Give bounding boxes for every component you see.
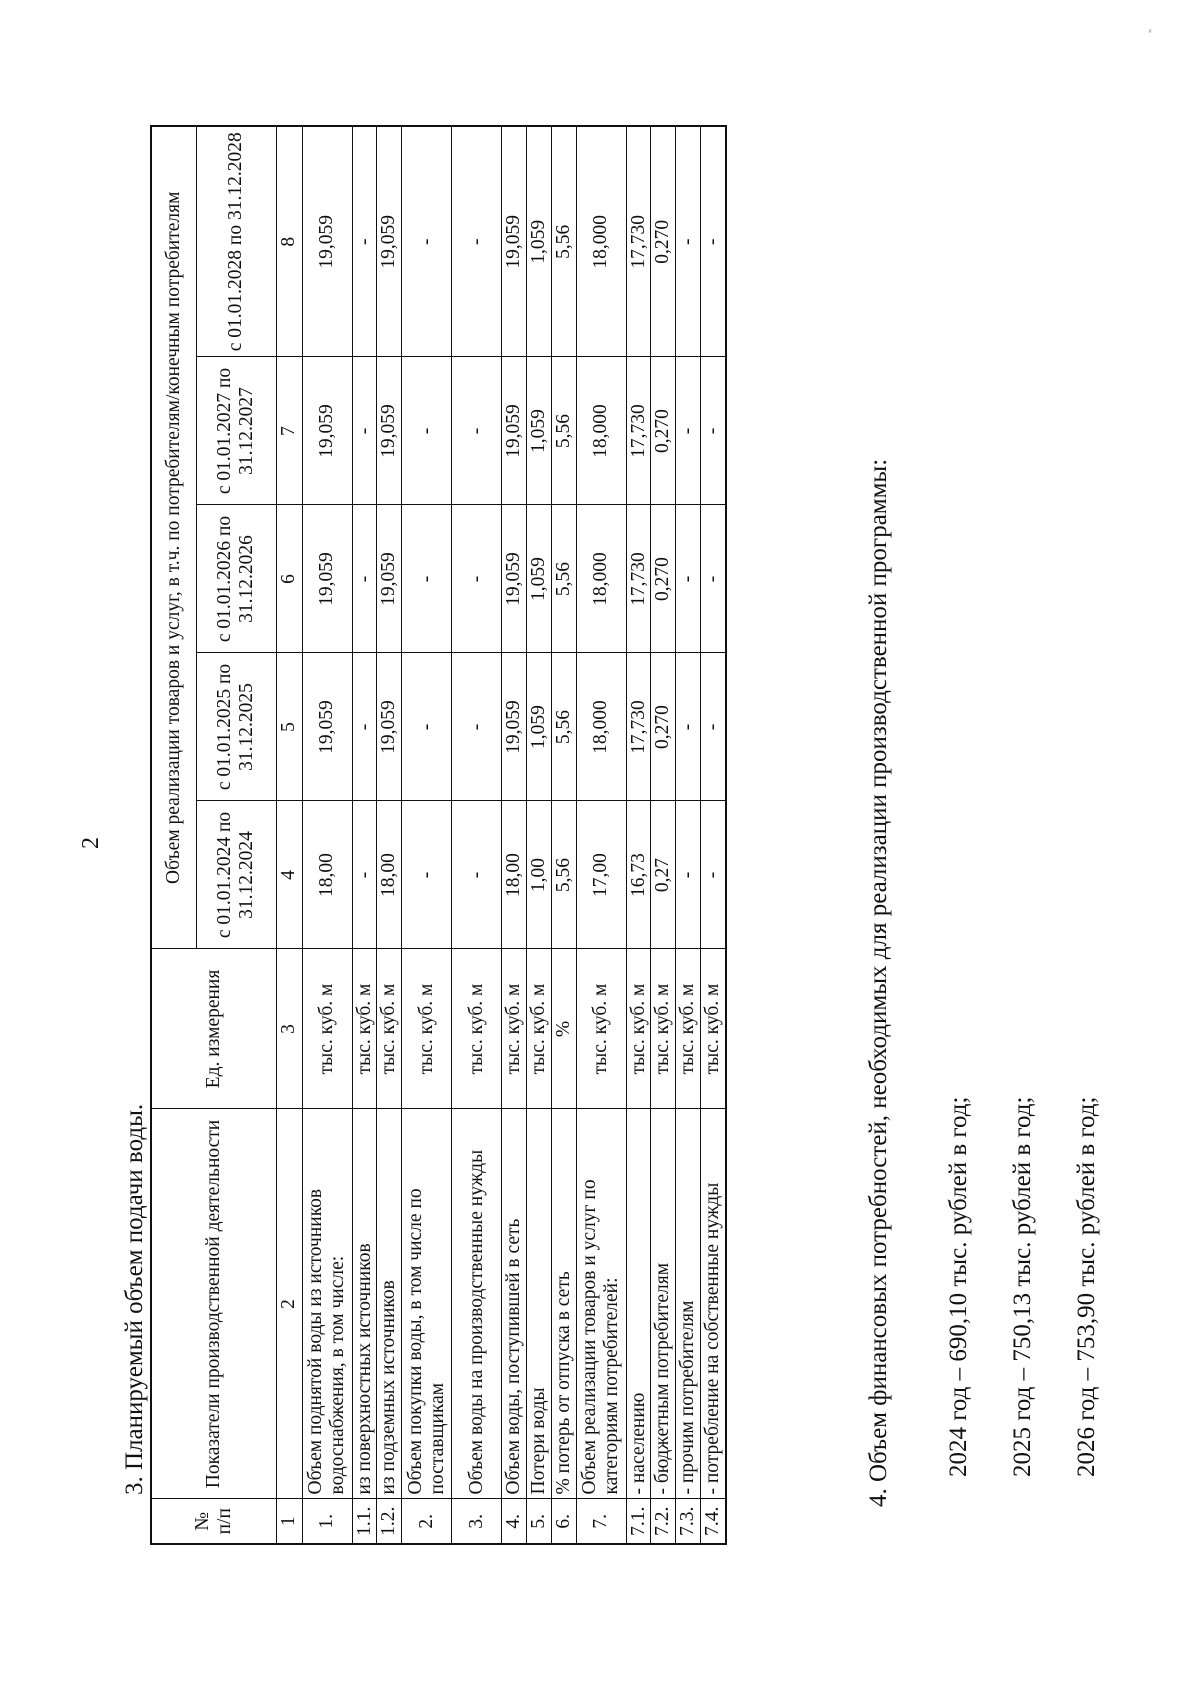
value-cell: 0,270 — [651, 653, 676, 801]
value-cell: 19,059 — [377, 505, 402, 653]
unit-cell: тыс. куб. м — [502, 949, 527, 1109]
value-cell: - — [452, 505, 502, 653]
table-row — [402, 126, 452, 1544]
table-row — [576, 126, 626, 1544]
column-number: 8 — [276, 126, 302, 357]
value-cell: 18,000 — [576, 505, 626, 653]
column-number: 2 — [276, 1109, 302, 1499]
table-row — [551, 126, 576, 1544]
value-cell: 19,059 — [377, 653, 402, 801]
header-unit: Ед. измерения — [151, 949, 276, 1109]
value-cell: - — [402, 357, 452, 505]
value-cell: 0,27 — [651, 801, 676, 949]
header-period: с 01.01.2026 по 31.12.2026 — [196, 505, 276, 653]
table-row — [352, 126, 377, 1544]
water-supply-table — [150, 125, 727, 1545]
column-number: 4 — [276, 801, 302, 949]
header-name: Показатели производственной деятельности — [151, 1109, 276, 1499]
row-number-cell: 1.2. — [377, 1499, 402, 1544]
value-cell: 19,059 — [502, 126, 527, 357]
value-cell: - — [402, 126, 452, 357]
value-cell: 17,00 — [576, 801, 626, 949]
value-cell: 5,56 — [551, 653, 576, 801]
table-row — [377, 126, 402, 1544]
value-cell: 5,56 — [551, 126, 576, 357]
value-cell: 19,059 — [302, 357, 352, 505]
row-number-cell: 6. — [551, 1499, 576, 1544]
corner-mark: " — [1148, 28, 1159, 33]
value-cell: 1,059 — [526, 357, 551, 505]
value-cell: 0,270 — [651, 126, 676, 357]
column-number: 6 — [276, 505, 302, 653]
row-number-cell: 7. — [576, 1499, 626, 1544]
header-group: Объем реализации товаров и услуг, в т.ч. по потребителям/конечным потребителям — [151, 126, 196, 949]
section-3-title: 3. Планируемый объем подачи воды. — [121, 1103, 148, 1495]
indicator-name-cell: - населению — [626, 1109, 651, 1499]
table-row — [502, 126, 527, 1544]
row-number-cell: 3. — [452, 1499, 502, 1544]
value-cell: - — [676, 357, 701, 505]
header-period: с 01.01.2025 по 31.12.2025 — [196, 653, 276, 801]
indicator-name-cell: Потери воды — [526, 1109, 551, 1499]
value-cell: 19,059 — [302, 653, 352, 801]
indicator-name-cell: - потребление на собственные нужды — [701, 1109, 726, 1499]
value-cell: 18,000 — [576, 357, 626, 505]
header-period: с 01.01.2024 по 31.12.2024 — [196, 801, 276, 949]
indicator-name-cell: - прочим потребителям — [676, 1109, 701, 1499]
row-number-cell: 5. — [526, 1499, 551, 1544]
indicator-name-cell: - бюджетным потребителям — [651, 1109, 676, 1499]
unit-cell: тыс. куб. м — [377, 949, 402, 1109]
row-number-cell: 7.1. — [626, 1499, 651, 1544]
unit-cell: тыс. куб. м — [626, 949, 651, 1109]
value-cell: 0,270 — [651, 357, 676, 505]
table-row — [302, 126, 352, 1544]
value-cell: 17,730 — [626, 653, 651, 801]
value-cell: - — [452, 801, 502, 949]
indicator-name-cell: Объем покупки воды, в том числе по поставщикам — [402, 1109, 452, 1499]
page-number: 2 — [78, 837, 104, 849]
value-cell: - — [452, 126, 502, 357]
value-cell: - — [676, 505, 701, 653]
value-cell: - — [676, 126, 701, 357]
value-cell: 18,00 — [377, 801, 402, 949]
indicator-name-cell: % потерь от отпуска в сеть — [551, 1109, 576, 1499]
unit-cell: % — [551, 949, 576, 1109]
indicator-name-cell: Объем поднятой воды из источников водоснабжения, в том числе: — [302, 1109, 352, 1499]
header-no: № п/п — [151, 1499, 276, 1544]
value-cell: 5,56 — [551, 801, 576, 949]
indicator-name-cell: Объем воды, поступившей в сеть — [502, 1109, 527, 1499]
indicator-name-cell: из поверхностных источников — [352, 1109, 377, 1499]
value-cell: 19,059 — [302, 126, 352, 357]
value-cell: - — [676, 653, 701, 801]
value-cell: - — [701, 357, 726, 505]
value-cell: - — [701, 653, 726, 801]
column-number: 5 — [276, 653, 302, 801]
value-cell: 5,56 — [551, 357, 576, 505]
value-cell: 18,00 — [302, 801, 352, 949]
value-cell: - — [452, 653, 502, 801]
column-number: 1 — [276, 1499, 302, 1544]
row-number-cell: 7.3. — [676, 1499, 701, 1544]
column-number-row — [276, 126, 302, 1544]
indicator-name-cell: Объем воды на производственные нужды — [452, 1109, 502, 1499]
row-number-cell: 1.1. — [352, 1499, 377, 1544]
row-number-cell: 7.2. — [651, 1499, 676, 1544]
value-cell: - — [402, 505, 452, 653]
value-cell: - — [701, 505, 726, 653]
header-period: с 01.01.2027 по 31.12.2027 — [196, 357, 276, 505]
value-cell: 18,000 — [576, 126, 626, 357]
value-cell: 19,059 — [377, 357, 402, 505]
column-number: 7 — [276, 357, 302, 505]
table-body — [302, 126, 726, 1544]
section-4-title: 4. Объем финансовых потребностей, необходимых для реализации производственной программы: — [865, 458, 892, 1507]
table-row — [651, 126, 676, 1544]
value-cell: 19,059 — [302, 505, 352, 653]
header-period: с 01.01.2028 по 31.12.2028 — [196, 126, 276, 357]
value-cell: - — [352, 653, 377, 801]
unit-cell: тыс. куб. м — [352, 949, 377, 1109]
row-number-cell: 1. — [302, 1499, 352, 1544]
amount-2025: 2025 год – 750,13 тыс. рублей в год; — [1009, 1096, 1036, 1477]
unit-cell: тыс. куб. м — [526, 949, 551, 1109]
value-cell: 19,059 — [377, 126, 402, 357]
amount-2024: 2024 год – 690,10 тыс. рублей в год; — [945, 1096, 972, 1477]
value-cell: 16,73 — [626, 801, 651, 949]
value-cell: - — [701, 801, 726, 949]
value-cell: - — [676, 801, 701, 949]
unit-cell: тыс. куб. м — [452, 949, 502, 1109]
value-cell: 17,730 — [626, 357, 651, 505]
table-row — [626, 126, 651, 1544]
value-cell: - — [701, 126, 726, 357]
indicator-name-cell: Объем реализации товаров и услуг по категориям потребителей: — [576, 1109, 626, 1499]
value-cell: 19,059 — [502, 505, 527, 653]
value-cell: - — [352, 126, 377, 357]
unit-cell: тыс. куб. м — [701, 949, 726, 1109]
value-cell: 0,270 — [651, 505, 676, 653]
value-cell: 1,00 — [526, 801, 551, 949]
value-cell: - — [352, 505, 377, 653]
value-cell: 1,059 — [526, 653, 551, 801]
unit-cell: тыс. куб. м — [302, 949, 352, 1109]
value-cell: - — [452, 357, 502, 505]
value-cell: 17,730 — [626, 505, 651, 653]
value-cell: - — [402, 653, 452, 801]
row-number-cell: 7.4. — [701, 1499, 726, 1544]
value-cell: 1,059 — [526, 126, 551, 357]
unit-cell: тыс. куб. м — [576, 949, 626, 1109]
value-cell: - — [352, 801, 377, 949]
value-cell: 18,00 — [502, 801, 527, 949]
value-cell: 18,000 — [576, 653, 626, 801]
indicator-name-cell: из подземных источников — [377, 1109, 402, 1499]
value-cell: 19,059 — [502, 653, 527, 801]
value-cell: - — [352, 357, 377, 505]
unit-cell: тыс. куб. м — [676, 949, 701, 1109]
table-row — [526, 126, 551, 1544]
table-row — [701, 126, 726, 1544]
column-number: 3 — [276, 949, 302, 1109]
value-cell: 1,059 — [526, 505, 551, 653]
unit-cell: тыс. куб. м — [402, 949, 452, 1109]
table-row — [452, 126, 502, 1544]
amount-2026: 2026 год – 753,90 тыс. рублей в год; — [1073, 1096, 1100, 1477]
table-row — [676, 126, 701, 1544]
value-cell: 19,059 — [502, 357, 527, 505]
value-cell: 17,730 — [626, 126, 651, 357]
row-number-cell: 4. — [502, 1499, 527, 1544]
unit-cell: тыс. куб. м — [651, 949, 676, 1109]
value-cell: - — [402, 801, 452, 949]
row-number-cell: 2. — [402, 1499, 452, 1544]
value-cell: 5,56 — [551, 505, 576, 653]
